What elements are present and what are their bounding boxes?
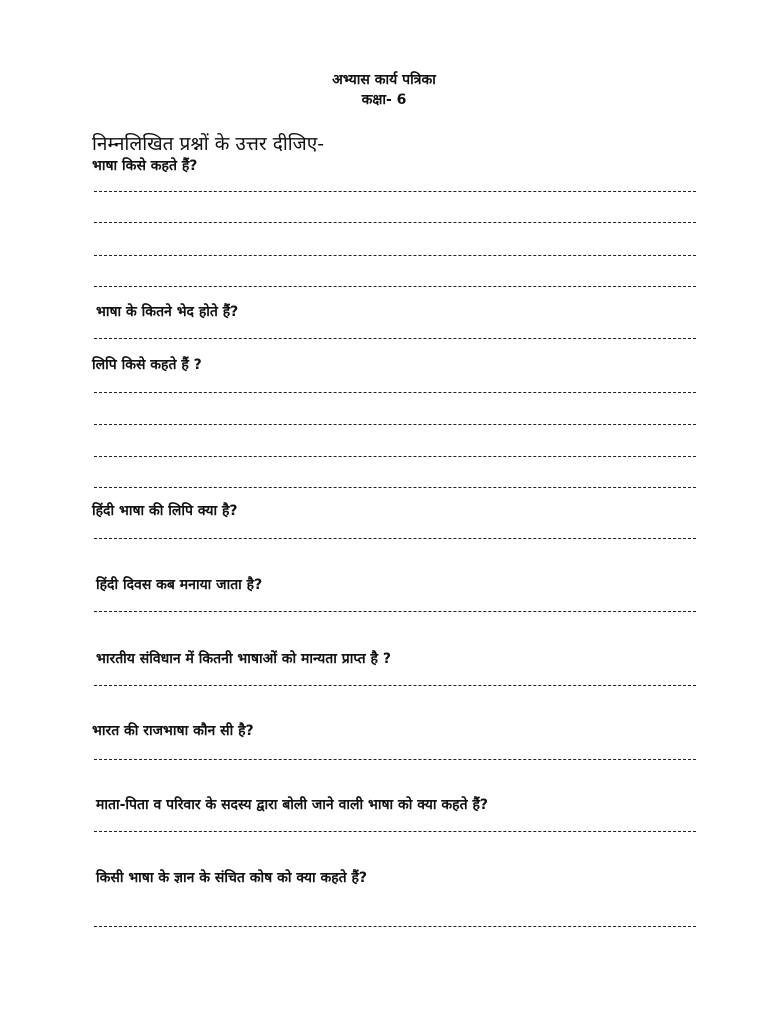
instruction-heading: निम्नलिखित प्रश्नों के उत्तर दीजिए- [92,133,325,155]
answer-line [94,424,696,425]
question-5: हिंदी दिवस कब मनाया जाता है? [96,577,263,593]
answer-line [94,392,696,393]
question-7: भारत की राजभाषा कौन सी है? [92,723,254,739]
answer-line [94,338,696,339]
question-4: हिंदी भाषा की लिपि क्या है? [92,503,238,519]
answer-line [94,611,696,612]
question-2: भाषा के कितने भेद होते हैं? [96,304,239,320]
answer-line [94,538,696,539]
question-1: भाषा किसे कहते हैं? [92,158,198,174]
answer-line [94,255,696,256]
answer-line [94,222,696,223]
answer-line [94,286,696,287]
worksheet-title: अभ्यास कार्य पत्रिका [332,72,436,88]
question-9: किसी भाषा के ज्ञान के संचित कोष को क्या कहते हैं? [96,870,368,886]
answer-line [94,191,696,192]
question-3: लिपि किसे कहते हैं ? [92,357,202,373]
answer-line [94,926,696,927]
answer-line [94,759,696,760]
answer-line [94,831,696,832]
question-6: भारतीय संविधान में कितनी भाषाओं को मान्यता प्राप्त है ? [96,651,391,667]
answer-line [94,685,696,686]
answer-line [94,487,696,488]
question-8: माता-पिता व परिवार के सदस्य द्वारा बोली जाने वाली भाषा को क्या कहते हैं? [96,797,488,813]
answer-line [94,456,696,457]
class-label: कक्षा- 6 [361,92,407,108]
